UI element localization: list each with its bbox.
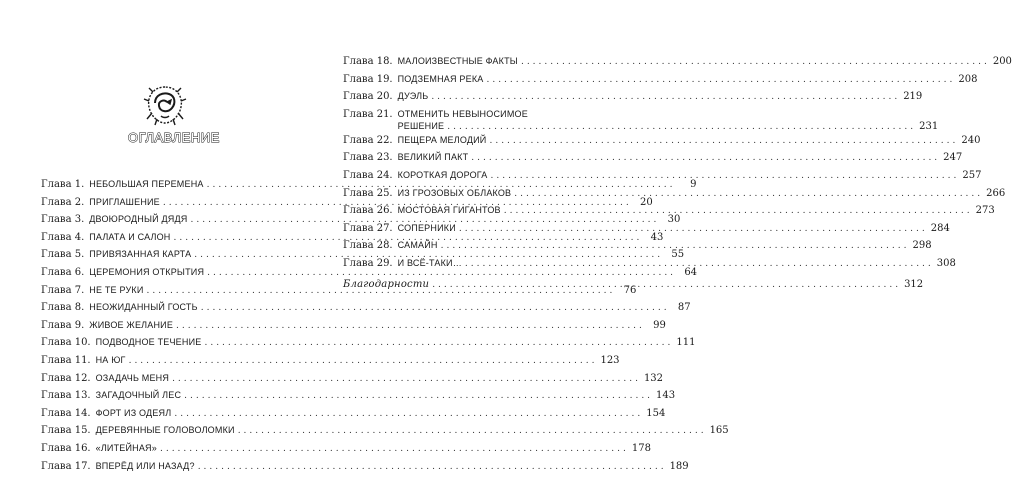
toc-entry xyxy=(41,407,264,425)
acknowledgements-title: Благодарности xyxy=(343,279,429,291)
toc-entry xyxy=(343,134,575,152)
dot-leader xyxy=(441,240,910,252)
page-number: 189 xyxy=(670,461,688,473)
page-number: 64 xyxy=(679,267,697,279)
chapter-number: Глава 24. xyxy=(343,170,393,182)
chapter-title: ЦЕРЕМОНИЯ ОТКРЫТИЯ xyxy=(89,266,204,278)
page-number: 240 xyxy=(961,135,979,147)
toc-entry xyxy=(41,301,264,319)
dot-leader xyxy=(521,56,990,68)
page-number: 43 xyxy=(645,232,663,244)
chapter-title: КОРОТКАЯ ДОРОГА xyxy=(398,169,488,181)
dot-leader xyxy=(489,135,958,147)
toc-entry xyxy=(343,108,575,134)
toc-entry xyxy=(41,354,264,372)
page-number: 143 xyxy=(656,390,674,402)
dot-leader xyxy=(459,223,928,235)
chapter-number: Глава 20. xyxy=(343,91,393,103)
chapter-title: ПЕЩЕРА МЕЛОДИЙ xyxy=(398,134,487,146)
chapter-title: ПОДЗЕМНАЯ РЕКА xyxy=(398,73,484,85)
toc-entry xyxy=(343,55,575,73)
chapter-title: И ВСЁ-ТАКИ… xyxy=(398,257,462,269)
chapter-title: ИЗ ГРОЗОВЫХ ОБЛАКОВ xyxy=(398,187,512,199)
page-number: 30 xyxy=(662,214,680,226)
chapter-title: ПРИГЛАШЕНИЕ xyxy=(89,196,160,208)
chapter-number: Глава 16. xyxy=(41,443,91,455)
chapter-title: ПАЛАТА И САЛОН xyxy=(89,231,170,243)
toc-entry xyxy=(343,73,575,91)
dot-leader xyxy=(174,408,643,420)
chapter-title: СОПЕРНИКИ xyxy=(398,222,456,234)
toc-entry xyxy=(41,460,264,477)
dot-leader xyxy=(129,355,598,367)
dot-leader xyxy=(490,170,959,182)
chapter-number: Глава 14. xyxy=(41,408,91,420)
page-number: 219 xyxy=(903,91,921,103)
toc-entry xyxy=(343,151,575,169)
toc-entry xyxy=(41,284,264,302)
toc-entry xyxy=(41,213,264,231)
chapter-title: ФОРТ ИЗ ОДЕЯЛ xyxy=(96,407,172,419)
page-number: 298 xyxy=(912,240,930,252)
chapter-number: Глава 2. xyxy=(41,197,84,209)
chapter-title: НА ЮГ xyxy=(96,354,126,366)
page-number: 231 xyxy=(919,121,938,133)
chapter-title: МОСТОВАЯ ГИГАНТОВ xyxy=(398,204,501,216)
chapter-number: Глава 5. xyxy=(41,249,84,261)
chapter-number: Глава 10. xyxy=(41,337,91,349)
dot-leader xyxy=(198,461,667,473)
chapter-number: Глава 1. xyxy=(41,179,84,191)
chapter-title: ОЗАДАЧЬ МЕНЯ xyxy=(96,372,169,384)
chapter-title: НЕОЖИДАННЫЙ ГОСТЬ xyxy=(89,301,198,313)
toc-entry xyxy=(41,319,264,337)
dot-leader xyxy=(504,205,973,217)
chapter-number: Глава 18. xyxy=(343,56,393,68)
chapter-number: Глава 6. xyxy=(41,267,84,279)
chapter-number: Глава 27. xyxy=(343,223,393,235)
chapter-title: НЕ ТЕ РУКИ xyxy=(89,284,143,296)
chapter-number: Глава 15. xyxy=(41,425,91,437)
toc-right-column xyxy=(343,55,575,296)
dragon-wreath-icon xyxy=(143,83,187,127)
toc-entry xyxy=(41,424,264,442)
dot-leader xyxy=(514,188,983,200)
dot-leader xyxy=(176,320,645,332)
page-number: 308 xyxy=(937,258,955,270)
toc-entry xyxy=(343,222,575,240)
chapter-title: «ЛИТЕЙНАЯ» xyxy=(96,442,157,454)
chapter-number: Глава 7. xyxy=(41,285,84,297)
dot-leader xyxy=(204,337,673,349)
page-number: 178 xyxy=(632,443,650,455)
chapter-number: Глава 12. xyxy=(41,373,91,385)
toc-entry xyxy=(343,187,575,205)
page-number: 273 xyxy=(976,205,994,217)
chapter-number: Глава 25. xyxy=(343,188,393,200)
toc-entry xyxy=(41,196,264,214)
dot-leader xyxy=(184,390,653,402)
dot-leader xyxy=(486,74,955,86)
dot-leader xyxy=(201,302,670,314)
toc-entry xyxy=(41,266,264,284)
toc-entry-acknowledgements xyxy=(343,279,575,297)
dot-leader xyxy=(432,279,901,291)
chapter-number: Глава 8. xyxy=(41,302,84,314)
chapter-number: Глава 11. xyxy=(41,355,91,367)
chapter-number: Глава 21. xyxy=(343,109,393,121)
page-number: 208 xyxy=(958,74,976,86)
dot-leader xyxy=(465,258,934,270)
page-number: 312 xyxy=(904,279,922,291)
page-number: 76 xyxy=(618,285,636,297)
page-number: 165 xyxy=(710,425,728,437)
chapter-title: НЕБОЛЬШАЯ ПЕРЕМЕНА xyxy=(89,178,203,190)
chapter-title: ДУЭЛЬ xyxy=(398,90,429,102)
chapter-title: ДВОЮРОДНЫЙ ДЯДЯ xyxy=(89,213,187,225)
dot-leader xyxy=(431,91,900,103)
chapter-title: САМАЙН xyxy=(398,239,438,251)
chapter-title: ВПЕРЁД ИЛИ НАЗАД? xyxy=(96,460,195,472)
page-number: 55 xyxy=(666,249,684,261)
chapter-number: Глава 4. xyxy=(41,232,84,244)
chapter-number: Глава 23. xyxy=(343,152,393,164)
page-number: 266 xyxy=(986,188,1004,200)
chapter-title: ОТМЕНИТЬ НЕВЫНОСИМОЕ xyxy=(398,108,939,120)
dot-leader xyxy=(238,425,707,437)
chapter-title: МАЛОИЗВЕСТНЫЕ ФАКТЫ xyxy=(398,55,518,67)
toc-entry xyxy=(343,239,575,257)
chapter-number: Глава 22. xyxy=(343,135,393,147)
page-number: 200 xyxy=(993,56,1011,68)
page-number: 257 xyxy=(962,170,980,182)
page-number: 87 xyxy=(673,302,691,314)
toc-entry xyxy=(41,372,264,390)
toc-entry xyxy=(343,204,575,222)
toc-entry xyxy=(343,169,575,187)
chapter-title: ДЕРЕВЯННЫЕ ГОЛОВОЛОМКИ xyxy=(96,424,235,436)
page-title: ОГЛАВЛЕНИЕ xyxy=(128,130,208,145)
chapter-number: Глава 26. xyxy=(343,205,393,217)
chapter-title: ЖИВОЕ ЖЕЛАНИЕ xyxy=(89,319,173,331)
chapter-number: Глава 3. xyxy=(41,214,84,226)
page-number: 247 xyxy=(943,152,961,164)
chapter-number: Глава 9. xyxy=(41,320,84,332)
toc-entry xyxy=(343,90,575,108)
dot-leader xyxy=(447,121,916,133)
chapter-number: Глава 13. xyxy=(41,390,91,402)
chapter-title-line2: РЕШЕНИЕ xyxy=(398,120,445,132)
chapter-number: Глава 29. xyxy=(343,258,393,270)
chapter-title: ПОДВОДНОЕ ТЕЧЕНИЕ xyxy=(96,336,202,348)
toc-entry xyxy=(41,442,264,460)
page-number: 284 xyxy=(931,223,949,235)
page-number: 123 xyxy=(600,355,618,367)
toc-entry xyxy=(41,178,264,196)
page-number: 154 xyxy=(646,408,664,420)
page-number: 20 xyxy=(635,197,653,209)
toc-entry xyxy=(343,257,575,275)
toc-entry xyxy=(41,389,264,407)
dot-leader xyxy=(172,373,641,385)
chapter-title: ПРИВЯЗАННАЯ КАРТА xyxy=(89,248,191,260)
page-number: 99 xyxy=(648,320,666,332)
page-number: 111 xyxy=(676,337,694,349)
page-number: 132 xyxy=(644,373,662,385)
chapter-number: Глава 19. xyxy=(343,74,393,86)
toc-entry xyxy=(41,336,264,354)
chapter-title: ВЕЛИКИЙ ПАКТ xyxy=(398,151,469,163)
page-number: 9 xyxy=(678,179,696,191)
dot-leader xyxy=(160,443,629,455)
toc-entry xyxy=(41,248,264,266)
chapter-title: ЗАГАДОЧНЫЙ ЛЕС xyxy=(96,389,182,401)
chapter-number: Глава 17. xyxy=(41,461,91,473)
toc-entry xyxy=(41,231,264,249)
chapter-number: Глава 28. xyxy=(343,240,393,252)
dot-leader xyxy=(471,152,940,164)
toc-left-column xyxy=(41,178,264,477)
